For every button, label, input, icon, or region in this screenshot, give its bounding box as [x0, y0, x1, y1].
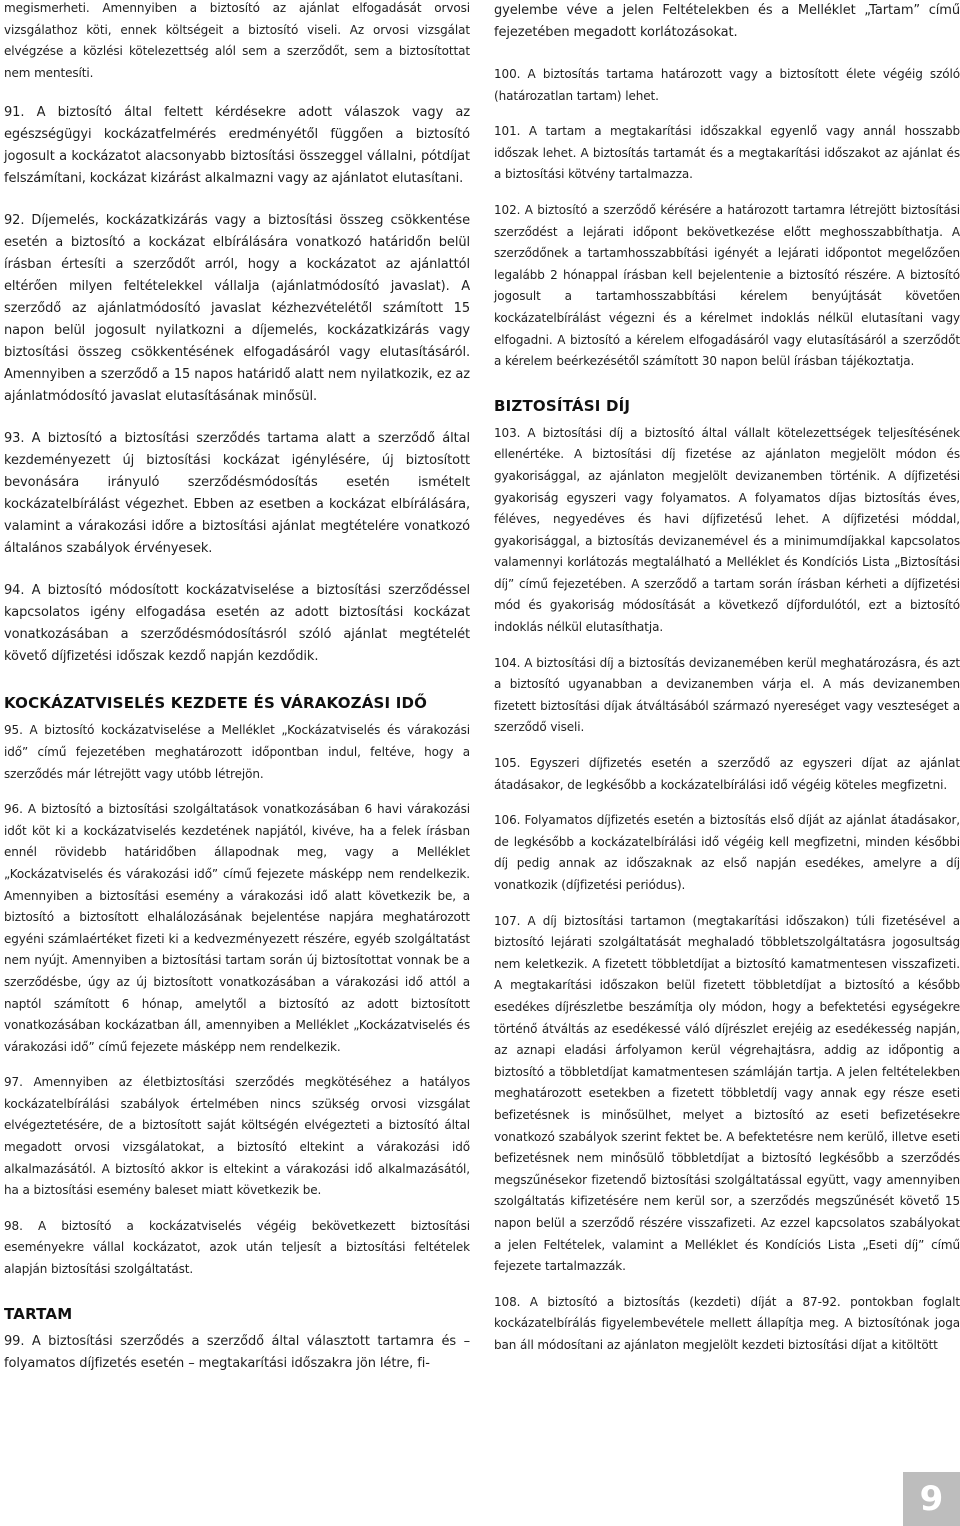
paragraph-108: 108. A biztosító a biztosítás (kezdeti) díját a 87-92. pontokban foglalt kockázatelbírálás figyelembevétele mellett állapítja meg. A biztosítónak joga ban áll módosítani az ajánlaton megjelölt kezdeti biztosítási díjat a kitöltött — [494, 1294, 960, 1352]
section-heading-biztositasi-dij: BIZTOSÍTÁSI DÍJ — [494, 396, 631, 415]
page-number: 9 — [919, 1479, 944, 1519]
paragraph-103-part-a: 103. A biztosítási díj a biztosító által vállalt kötelezettségek teljesítésének ellenértéke. A biztosítási díj fizetése az ajánlaton megjelölt módon és gyakorisággal, az ajánlaton megjelölt devizanemben történik. A díjfizetési gyakoriság egyszeri vagy folyamatos. A folyamatos díjas biztosítás éves, féléves, negyedéves és havi díjfizetésű lehet. — [494, 425, 960, 527]
paragraph-96-part-e: Amennyiben a biztosítási tartam során új biztosítottat vonnak be a szerződésbe, úgy az új biztosított vonatkozásában a várakozási idő attól a naptól számított 6 hónap, amelytől a biztosító az adott biztosított vonatkozásában kockázatban áll, amennyiben a Melléklet „Kockázatviselés és várakozási idő” című fejezete másképp nem rendelkezik. — [4, 953, 470, 1054]
paragraph-105: 105. Egyszeri díjfizetés esetén a szerződő az egyszeri díjat az ajánlat átadásakor, de legkésőbb a kockázatelbírálási idő végéig köteles megfizetni. — [494, 756, 960, 792]
paragraph-97-part-a: 97. Amennyiben az életbiztosítási szerződés megkötéséhez a hatályos kockázatelbírálási szabályok értelmében nincs szükség orvosi vizsgálat elvégeztetésére, de a biztosított saját költségén elvégezteti a biztosító által megadott orvosi vizsgálatokat, a biztosító eltekint a várakozási idő alkalmazásától. — [4, 1075, 470, 1176]
paragraph-99-continued: gyelembe véve a jelen Feltételekben és a Melléklet „Tartam” című fejezetében megadott korlátozásokat. — [494, 3, 960, 40]
paragraph-99: 99. A biztosítási szerződés a szerződő által választott tartamra és – folyamatos díjfizetés esetén – megtakarítási időszakra jön létre, fi- — [4, 1333, 470, 1371]
left-column — [4, 0, 470, 1375]
right-column — [494, 0, 960, 1356]
paragraph-92: 92. Díjemelés, kockázatkizárás vagy a biztosítási összeg csökkentése esetén a biztosító a kockázat elbírálására vonatkozó határidőn belül írásban értesíti a szerződőt arról, hogy a kockázatot az ajánlattól eltérően milyen feltételekkel vállalja (ajánlatmódosító javaslat). A szerződő az ajánlatmódosító javaslat kézhezvételétől számított 15 napon belül jogosult nyilatkozni a díjemelés, kockázatkizárás vagy biztosítási összeg csökkentésének elfogadásáról vagy elutasításáról. Amennyiben a szerződő a 15 napos határidő alatt nem nyilatkozik, ez az ajánlatmódosító javaslat elutasításának minősül. — [4, 213, 470, 405]
paragraph-96-part-c: köt ki a kockázatviselés kezdetének napjától, kivéve, ha a felek írásban ennél rövidebb határidőben állapodnak meg, vagy a Melléklet „Kockázatviselés és várakozási idő” című fejezete másképp nem rendelkezik. — [4, 823, 471, 881]
paragraph-97-part-b: A biztosító akkor is eltekint a várakozási idő alkalmazásától, ha a biztosítási esemény baleset miatt következik be. — [4, 1161, 471, 1198]
paragraph-106: 106. Folyamatos díjfizetés esetén a biztosítás első díját az ajánlat átadásakor, de legkésőbb a kockázatelbírálási idő végéig kell megfizetni, minden későbbi díj pedig annak az időszaknak az első napján esedékes, amelyre a díj vonatkozik (díjfizetési periódus). — [494, 813, 960, 892]
paragraph-95: 95. A biztosító kockázatviselése a Melléklet „Kockázatviselés és várakozási idő” című fejezetében meghatározott időpontban indul, feltéve, hogy a szerződés már létrejött vagy utóbb létrejön. — [4, 723, 470, 781]
paragraph-100: 100. A biztosítás tartama határozott vagy a biztosított élete végéig szóló (határozatlan tartam) lehet. — [494, 67, 960, 103]
paragraph-94: 94. A biztosító módosított kockázatviselése a biztosítási szerződéssel kapcsolatos igény elfogadása esetén az adott biztosítási kockázat vonatkozásában a szerződésmódosításról szóló ajánlat megtételét követő díjfizetési időszak kezdő napján kezdődik. — [4, 583, 470, 665]
paragraph-101: 101. A tartam a megtakarítási időszakkal egyenlő vagy annál hosszabb időszak lehet. A biztosítás tartamát és a megtakarítási időszakot az ajánlat és a biztosítási kötvény tartalmazza. — [494, 124, 960, 182]
paragraph-102: 102. A biztosító a szerződő kérésére a határozott tartamra létrejött biztosítási szerződést a lejárati időpont bekövetkezése előtt meghosszabbíthatja. A szerződőnek a tartamhosszabbítási igényét a lejárati időpontot megelőzően legalább 2 hónappal írásban kell bejelentenie a biztosító részére. A biztosító jogosult a tartamhosszabbítási kérelem benyújtását követően kockázatelbírálást végezni és a kérelmet indoklás nélkül elutasítani vagy elfogadni. A biztosító a kérelem elfogadásáról vagy elutasításáról a szerződőt a kérelem beérkezésétől számított 30 napon belül írásban tájékoztatja. — [494, 202, 960, 369]
paragraph-96 — [4, 799, 470, 1058]
paragraph-96-part-d: Amennyiben a biztosítási esemény a várakozási idő alatt következik be, a biztosító a biztosított elhalálozásának bejelentése napjára meghatározott egyéni számlaértéket fizeti ki a kedvezményezett részére, egyéb szolgáltatást nem nyújt. — [4, 888, 470, 968]
paragraph-107: 107. A díj biztosítási tartamon (megtakarítási időszakon) túli fizetésével a biztosító lejárati szolgáltatását meghaladó többletszolgáltatásra jogosultság nem keletkezik. A fizetett többletdíjat a biztosító kamatmentesen visszafizeti. A megtakarítási időszakon belül fizetett többletdíjat a biztosító a később esedékes díjrészletbe beszámítja oly módon, hogy a befektetési egységekre történő átváltás az esedékessé váló díjrészlet erejéig az esedékesség napján, az aznapi eladási árfolyamon kerül végrehajtásra, addig az időpontig a biztosító a többletdíjat kamatmentesen számláján tartja. A jelen feltételekben meghatározott esetekben a fizetett többletdíj vagy annak egy része eseti befizetésnek is minősülhet, melyet a biztosító az eseti befizetésekre vonatkozó szabályok szerint fektet be. A befektetésre nem kerülő, illetve eseti befizetésnek nem minősülő többletdíjat a biztosító legkésőbb a szerződés megszűnésekor fizetendő biztosítási szolgáltatással együtt, vagy amennyiben szolgáltatás kifizetésére nem kerül sor, a szerződés megszűnését követő 15 napon belül a szerződő részére visszafizeti. Az ezzel kapcsolatos szabályokat a jelen Feltételek, valamint a Melléklet és Kondíciós Lista „Eseti díj” című fejezete tartalmazzák. — [494, 913, 960, 1274]
section-heading-kockazatviseles: KOCKÁZATVISELÉS KEZDETE ÉS VÁRAKOZÁSI IDŐ — [4, 694, 428, 713]
section-heading-tartam: TARTAM — [4, 1304, 73, 1323]
page-number-box — [903, 1472, 960, 1526]
paragraph-93: 93. A biztosító a biztosítási szerződés tartama alatt a szerződő által kezdeményezett új biztosítási kockázat igénylésére, új biztosított bevonására irányuló szerződésmódosítás esetén ismételt kockázatelbírálást végezhet. Ebben az esetben a kockázat elbírálására, valamint a várakozási időre a biztosítási ajánlat megtételére vonatkozó általános szabályok érvényesek. — [4, 431, 470, 557]
paragraph-103-part-b: A díjfizetési móddal, gyakorisággal, a biztosítás devizanemével és a minimumdíjakkal kapcsolatos valamennyi korlátozás megtalálható a Melléklet és Kondíciós Lista „Biztosítási díj” című fejezetében. — [494, 512, 960, 591]
paragraph-91: 91. A biztosító által feltett kérdésekre adott válaszok vagy az egészségügyi kockázatfelmérés eredményétől függően a biztosító jogosult a kockázatot alacsonyabb biztosítási összeggel vállalni, pótdíjat felszámítani, kockázat kizárást alkalmazni vagy az ajánlatot elutasítani. — [4, 105, 470, 187]
paragraph-intro: megismerheti. Amennyiben a biztosító az ajánlat elfogadását orvosi vizsgálathoz köti, ennek költségeit a biztosító viseli. Az orvosi vizsgálat elvégzése a közlési kötelezettség alól sem a szerződőt, sem a biztosítottat nem mentesíti. — [4, 1, 470, 80]
paragraph-96-part-a: 96. A biztosító a biztosítási szolgáltatások vonatkozásában — [4, 802, 360, 817]
paragraph-98: 98. A biztosító a kockázatviselés végéig bekövetkezett biztosítási eseményekre vállal kockázatot, azok után teljesít a biztosítási feltételek alapján biztosítási szolgáltatást. — [4, 1218, 470, 1277]
paragraph-97 — [4, 1072, 470, 1202]
paragraph-103-part-c: A szerződő a tartam során írásban kérheti a díjfizetési mód és gyakoriság módosítását a következő díjfordulótól, ezt a biztosító indoklás nélkül elutasíthatja. — [494, 576, 960, 635]
paragraph-104: 104. A biztosítási díj a biztosítás devizanemében kerül meghatározásra, és azt a biztosító ugyanabban a devizanemben várja el. A más devizanemben fizetett biztosítási díjak átváltásából származó nyereséget vagy veszteséget a szerződő viseli. — [494, 655, 960, 735]
paragraph-96-part-b: 6 havi várakozási időt — [4, 802, 470, 838]
paragraph-103 — [494, 423, 960, 639]
